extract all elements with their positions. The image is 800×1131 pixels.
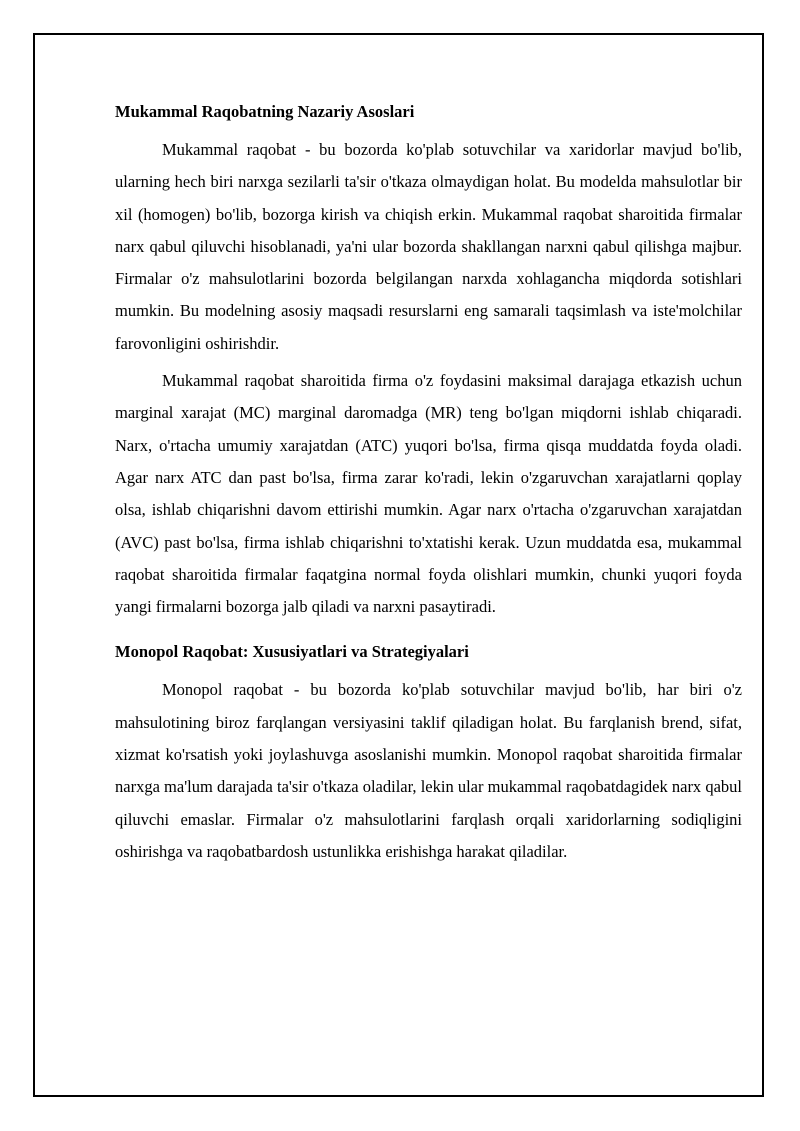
paragraph: Mukammal raqobat - bu bozorda ko'plab sotuvchilar va xaridorlar mavjud bo'lib, ularning hech biri narxga sezilarli ta'sir o'tkaza olmaydigan holat. Bu modelda mahsulotlar bir xil (homogen) bo'lib, bozorga kirish va chiqish erkin. Mukammal raqobat sharoitida firmalar narx qabul qiluvchi hisoblanadi, ya'ni ular bozorda shakllangan narxni qabul qilishga majbur. Firmalar o'z mahsulotlarini bozorda belgilangan narxda xohlagancha miqdorda sotishlari mumkin. Bu modelning asosiy maqsadi resurslarni eng samarali taqsimlash va iste'molchilar farovonligini oshirishdir.	[115, 140, 742, 353]
section-heading-perfect-competition: Mukammal Raqobatning Nazariy Asoslari	[115, 102, 415, 121]
section-heading-monopolistic-competition: Monopol Raqobat: Xususiyatlari va Strategiyalari	[115, 642, 469, 662]
document-body	[115, 99, 742, 873]
paragraph: Mukammal raqobat sharoitida firma o'z foydasini maksimal darajaga etkazish uchun marginal xarajat (MC) marginal daromadga (MR) teng bo'lgan miqdorni ishlab chiqaradi. Narx, o'rtacha umumiy xarajatdan (ATC) yuqori bo'lsa, firma qisqa muddatda foyda oladi. Agar narx ATC dan past bo'lsa, firma zarar ko'radi, lekin o'zgaruvchan xarajatlarni qoplay olsa, ishlab chiqarishni davom ettirishi mumkin. Agar narx o'rtacha o'zgaruvchan xarajatdan (AVC) past bo'lsa, firma ishlab chiqarishni to'xtatishi kerak. Uzun muddatda esa, mukammal raqobat sharoitida firmalar faqatgina normal foyda olishlari mumkin, chunki yuqori foyda yangi firmalarni bozorga jalb qiladi va narxni pasaytiradi.	[115, 371, 742, 617]
paragraph: Monopol raqobat - bu bozorda ko'plab sotuvchilar mavjud bo'lib, har biri o'z mahsulotining biroz farqlangan versiyasini taklif qiladigan holat. Bu farqlanish brend, sifat, xizmat ko'rsatish yoki joylashuvga asoslanishi mumkin. Monopol raqobat sharoitida firmalar narxga ma'lum darajada ta'sir o'tkaza oladilar, lekin ular mukammal raqobatdagidek narx qabul qiluvchi emaslar. Firmalar o'z mahsulotlarini farqlash orqali xaridorlarning sodiqligini oshirishga va raqobatbardosh ustunlikka erishishga harakat qiladilar.	[115, 680, 742, 861]
